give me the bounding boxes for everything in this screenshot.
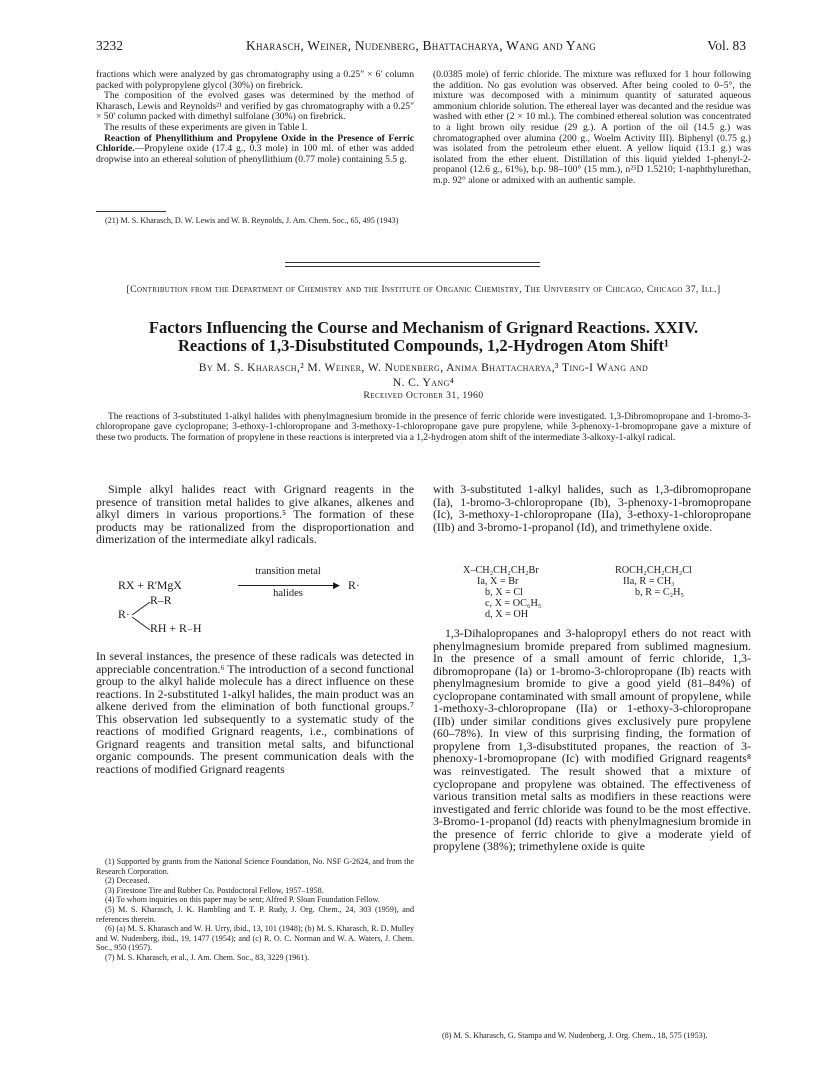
footnotes-left (96, 857, 414, 963)
prev-paragraph: fractions which were analyzed by gas chromatography using a 0.25" × 6' column packed with polypropylene glycol (30%) on firebrick. (96, 69, 414, 91)
scheme-radical: R· (118, 607, 130, 621)
structure-formula: X–CH₂CH₂CH₂Br (463, 565, 539, 576)
body-paragraph: In several instances, the presence of these radicals was detected in appreciable concentration.⁶ The introduction of a second functional group to the alkyl halide molecule has a direct influence on these reactions. In 2-substituted 1-alkyl halides, the main product was an alkene derived from the elimination of both functional groups.⁷ This observation led subsequently to a systematic study of the reactions of modified Grignard reagents, i.e., combinations of Grignard reagents and transition metal salts, and bifunctional organic compounds. The present communication deals with the reactions of modified Grignard reagents (96, 649, 414, 776)
reaction-paragraph (96, 134, 414, 166)
structure-variant: c, X = OC₆H₅ (485, 598, 542, 609)
page-number: 3232 (96, 38, 123, 53)
scheme-dimer: R–R (150, 593, 172, 607)
footnotes-right (433, 1031, 751, 1041)
arrow-head-icon: ▶ (333, 580, 340, 590)
prev-footnotes (96, 216, 414, 226)
article-separator (285, 262, 540, 263)
body-paragraph: Simple alkyl halides react with Grignard reagents in the presence of transition metal halides to give alkanes, alkenes and alkyl dimers in various proportions.⁵ The formation of these products may be rationalized from the disproportionation and dimerization of the intermediate alkyl radicals. (96, 482, 414, 547)
footnote-21: (21) M. S. Kharasch, D. W. Lewis and W. B. Reynolds, J. Am. Chem. Soc., 65, 495 (1943) (105, 216, 399, 225)
structure-variant: b, R = C₂H₅ (635, 587, 685, 598)
reaction-scheme (118, 566, 418, 648)
footnote: (6) (a) M. S. Kharasch and W. H. Urry, ibid., 13, 101 (1948); (b) M. S. Kharasch, R. D. Mulley and W. Nudenberg, ibid., 19, 1477 (1954); and (c) R. O. C. Norman and W. A. Waters, J. Chem. Soc., 950 (1957). (96, 924, 414, 953)
scheme-disproportionation: RH + R₋H (150, 621, 202, 635)
authors (96, 360, 751, 390)
prev-article-left-column (96, 70, 414, 165)
body-paragraph: with 3-substituted 1-alkyl halides, such as 1,3-dibromopropane (Ia), 1-bromo-3-chloropropane (Ib), 3-phenoxy-1-bromopropane (Ic), 3-methoxy-1-chloropropane (IIa), 3-ethoxy-1-chloropropane (IIb) and 3-bromo-1-propanol (Id), and trimethylene oxide. (433, 482, 751, 534)
received-date: Received October 31, 1960 (363, 390, 484, 401)
authors-line: N. C. Yang⁴ (392, 376, 455, 389)
scheme-arrow-top: transition metal (255, 566, 321, 577)
structure-variant: IIa, R = CH₃ (623, 576, 675, 587)
body-left-column-cont (96, 650, 414, 775)
structures-ii (615, 565, 745, 598)
prev-paragraph: The results of these experiments are given in Table I. (104, 121, 308, 133)
body-right-column (433, 483, 751, 533)
structure-variant: b, X = Cl (485, 587, 524, 598)
prev-paragraph: (0.0385 mole) of ferric chloride. The mixture was refluxed for 1 hour following the addition. No gas evolution was observed. After being cooled to 0–5°, the mixture was decomposed with a minimum quantity of saturated aqueous ammonium chloride solution. The ethereal layer was decanted and the residue was washed with ether (2 × 10 ml.). The combined ethereal solution was concentrated to a light brown oily residue (29 g.). A portion of the oil (14.5 g.) was chromatographed over alumina (200 g., Woelm Activity III). Biphenyl (0.75 g.) was isolated from the petroleum ether eluent. A yellow liquid (13.1 g.) was isolated from the ether eluent. Distillation of this liquid yielded 1-phenyl-2-propanol (12.6 g., 61%), b.p. 98–100° (15 mm.), n²⁵D 1.5210; 1-naphthylurethan, m.p. 92° alone or admixed with an authentic sample. (433, 69, 751, 186)
running-header (96, 38, 746, 58)
footnote-rule (96, 211, 166, 212)
reaction-text: —Propylene oxide (17.4 g., 0.3 mole) in 100 ml. of ether was added dropwise into an ethereal solution of phenyllithium (0.77 mole) containing 5.5 g. (96, 143, 414, 165)
footnote: (8) M. S. Kharasch, G. Stampa and W. Nudenberg, J. Org. Chem., 18, 575 (1953). (442, 1031, 708, 1040)
title-line: Factors Influencing the Course and Mechanism of Grignard Reactions. XXIV. (148, 318, 699, 337)
prev-paragraph: The composition of the evolved gases was determined by the method of Kharasch, Lewis and Reynolds²¹ and verified by gas chromatography with a 0.25" × 50' column packed with dimethyl sulfolane (30%) on firebrick. (96, 90, 414, 123)
body-left-column (96, 483, 414, 546)
structure-variant: Ia, X = Br (477, 576, 519, 587)
reaction-arrow (238, 585, 338, 586)
contribution-note: [Contribution from the Department of Chemistry and the Institute of Organic Chemistry, The University of Chicago, Chicago 37, Ill.] (126, 284, 721, 295)
scheme-arrow-bottom: halides (273, 588, 303, 599)
prev-article-right-column (433, 70, 751, 187)
title-line: Reactions of 1,3-Disubstituted Compounds, 1,2-Hydrogen Atom Shift¹ (178, 336, 669, 355)
body-paragraph: 1,3-Dihalopropanes and 3-halopropyl ethers do not react with phenylmagnesium bromide prepared from sublimed magnesium. In the presence of a small amount of ferric chloride, 1,3-dibromopropane (Ia) or 1-bromo-3-chloropropane (Ib) reacts with phenylmagnesium bromide to give a good yield (81–84%) of cyclopropane contaminated with small amount of propylene, while 1-methoxy-3-chloropropane (IIa) or 1-ethoxy-3-chloropropane (IIb) under similar conditions gives exclusively pure propylene (60–78%). In view of this surprising finding, the formation of propylene from 1,3-disubstituted propanes, the reaction of 3-phenoxy-1-bromopropane (Ic) with modified Grignard reagents⁸ was reinvestigated. The result showed that a mixture of cyclopropane and propylene was obtained. The effectiveness of various transition metal salts as modifiers in these reactions were investigated and ferric chloride was found to be the most effective. 3-Bromo-1-propanol (Id) reacts with phenylmagnesium bromide in the presence of ferric chloride to give a moderate yield of propylene (38%); trimethylene oxide is quite (433, 626, 751, 854)
footnote: (1) Supported by grants from the National Science Foundation, No. NSF G-2624, and from the Research Corporation. (96, 857, 414, 876)
structure-formula: ROCH₂CH₂CH₂Cl (615, 565, 692, 576)
footnote: (4) To whom inquiries on this paper may be sent; Alfred P. Sloan Foundation Fellow. (105, 895, 380, 905)
authors-line: By M. S. Kharasch,² M. Weiner, W. Nudenberg, Anima Bhattacharya,³ Ting-I Wang and (198, 361, 649, 374)
structure-variant: d, X = OH (485, 609, 529, 620)
running-title: Kharasch, Weiner, Nudenberg, Bhattacharya, Wang and Yang (246, 38, 596, 53)
scheme-reactants: RX + R'MgX (118, 578, 182, 592)
abstract-text: The reactions of 3-substituted 1-alkyl halides with phenylmagnesium bromide in the presence of ferric chloride were investigated. 1,3-Dibromopropane and 1-bromo-3-chloropropane gave cyclopropane; 3-ethoxy-1-chloropropane and 3-methoxy-1-chloropropane gave pure propylene, while 3-phenoxy-1-bromopropane gave a mixture of these two products. The formation of propylene in these reactions is interpreted via a 1,2-hydrogen atom shift of the intermediate 3-alkoxy-1-alkyl radical. (96, 412, 751, 443)
footnote: (5) M. S. Kharasch, J. K. Hambling and T. P. Rudy, J. Org. Chem., 24, 303 (1959), and references therein. (96, 904, 414, 924)
reaction-heading: Reaction of Phenyllithium and Propylene Oxide in the Presence of Ferric Chloride. (96, 132, 414, 155)
body-right-column-cont (433, 627, 751, 853)
footnote: (2) Deceased. (105, 876, 150, 886)
abstract (96, 412, 751, 443)
article-title (96, 319, 751, 355)
footnote: (3) Firestone Tire and Rubber Co. Postdoctoral Fellow, 1957–1958. (105, 885, 324, 895)
scheme-product-radical: R· (348, 578, 360, 592)
volume-label: Vol. 83 (707, 38, 746, 53)
article-separator (285, 266, 540, 267)
structures-i (463, 565, 593, 620)
footnote: (7) M. S. Kharasch, et al., J. Am. Chem. Soc., 83, 3229 (1961). (105, 952, 310, 962)
